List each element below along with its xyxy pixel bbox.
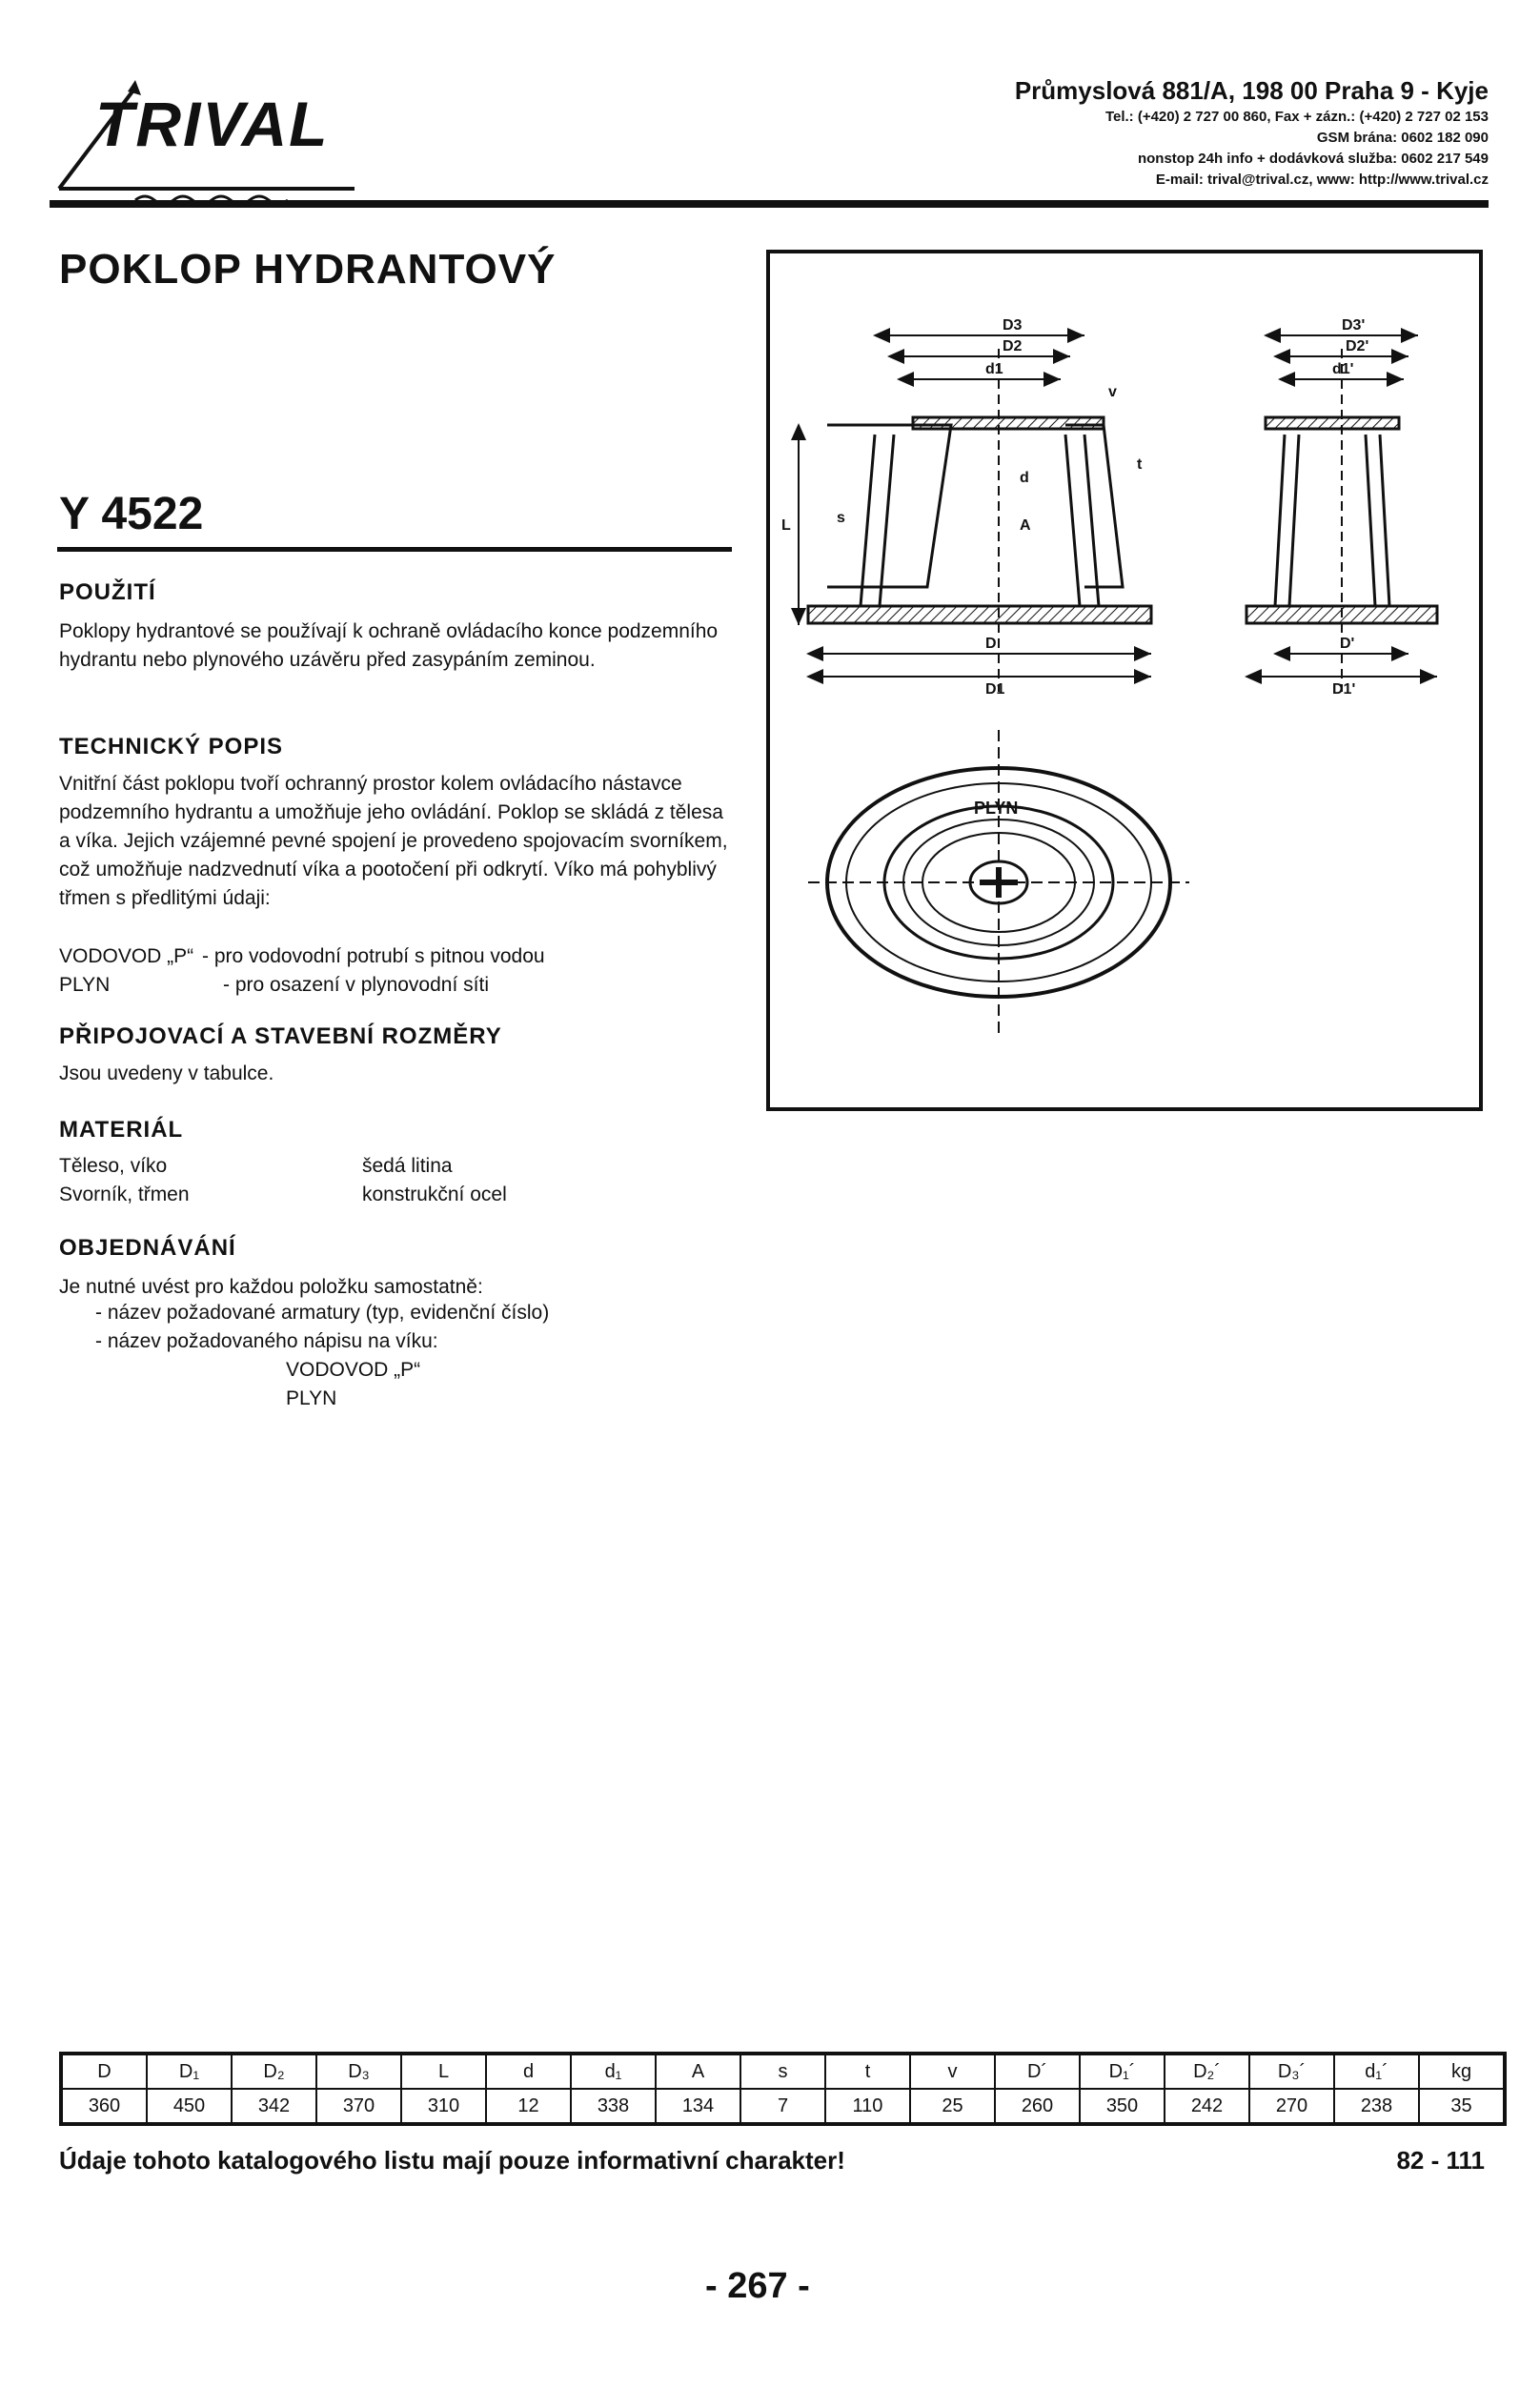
dim-label: d1' (1332, 361, 1354, 377)
dim-label: d (1020, 470, 1029, 486)
table-cell: 35 (1419, 2089, 1505, 2124)
material-value: šedá litina (362, 1155, 453, 1177)
page-number: - 267 - (705, 2266, 810, 2306)
table-header-cell: d (486, 2054, 571, 2089)
tech-item-label: VODOVOD „P“ (59, 945, 194, 967)
order-text: Je nutné uvést pro každou položku samostatně: (59, 1276, 483, 1298)
section-view-left (808, 417, 1151, 623)
table-cell: 310 (401, 2089, 486, 2124)
dim-label: v (1108, 384, 1117, 400)
dim-label: D' (1340, 636, 1355, 652)
table-header-cell: D₃ (316, 2054, 401, 2089)
table-cell: 12 (486, 2089, 571, 2124)
table-header-cell: D₁´ (1080, 2054, 1165, 2089)
catalog-page-reference: 82 - 111 (1396, 2146, 1485, 2175)
order-heading: OBJEDNÁVÁNÍ (59, 1235, 236, 1261)
table-header-cell: d₁´ (1334, 2054, 1419, 2089)
table-cell: 110 (825, 2089, 910, 2124)
material-part: Svorník, třmen (59, 1184, 190, 1205)
table-header-cell: kg (1419, 2054, 1505, 2089)
contact-gsm: GSM brána: 0602 182 090 (1316, 130, 1489, 146)
dims-heading: PŘIPOJOVACÍ A STAVEBNÍ ROZMĚRY (59, 1023, 502, 1049)
dim-label: t (1137, 456, 1143, 473)
table-header-cell: L (401, 2054, 486, 2089)
table-cell: 238 (1334, 2089, 1419, 2124)
table-cell: 450 (147, 2089, 232, 2124)
table-header-row (61, 2054, 1505, 2089)
table-cell: 260 (995, 2089, 1080, 2124)
dimensions-table (59, 2052, 1507, 2126)
tech-text: Vnitřní část poklopu tvoří ochranný prostor kolem ovládacího nástavce podzemního hydrantu a umožňuje jeho ovládání. Poklop se skládá z tělesa a víka. Jejich vzájemné pevné spojení je provedeno spojovacím svorníkem, což umožňuje nadzvednutí víka a pootočení při odkrytí. Víko má pohyblivý třmen s předlitými údaji: (59, 773, 728, 909)
table-header-cell: D₂´ (1165, 2054, 1249, 2089)
table-header-cell: v (910, 2054, 995, 2089)
table-header-cell: D₁ (147, 2054, 232, 2089)
tech-item-label: PLYN (59, 974, 111, 996)
table-cell: 342 (232, 2089, 316, 2124)
dim-label: A (1020, 517, 1031, 534)
table-cell: 370 (316, 2089, 401, 2124)
dim-label: D3' (1342, 317, 1366, 334)
dim-label: D2 (1003, 338, 1023, 354)
company-address: Průmyslová 881/A, 198 00 Praha 9 - Kyje (1014, 76, 1489, 105)
table-header-cell: s (740, 2054, 825, 2089)
material-part: Těleso, víko (59, 1155, 168, 1177)
use-text: Poklopy hydrantové se používají k ochraně ovládacího konce podzemního hydrantu nebo plynového uzávěru před zasypáním zeminou. (59, 620, 719, 671)
table-header-cell: D₃´ (1249, 2054, 1334, 2089)
technical-drawing (770, 253, 1479, 1107)
table-header-cell: D₂ (232, 2054, 316, 2089)
table-cell: 7 (740, 2089, 825, 2124)
disclaimer-note: Údaje tohoto katalogového listu mají pouze informativní charakter! (59, 2146, 845, 2175)
table-header-cell: d₁ (571, 2054, 656, 2089)
company-logo: TRIVAL (95, 89, 330, 159)
section-view-left-dimensions (799, 335, 1151, 692)
contact-phone: Tel.: (+420) 2 727 00 860, Fax + zázn.: (+420) 2 727 02 153 (1104, 109, 1489, 125)
dims-text: Jsou uvedeny v tabulce. (59, 1062, 274, 1084)
dim-label: D1 (985, 681, 1005, 698)
material-value: konstrukční ocel (362, 1184, 507, 1205)
header-divider (50, 200, 1489, 208)
dim-label: D1' (1332, 681, 1356, 698)
page-title: POKLOP HYDRANTOVÝ (59, 246, 557, 293)
order-label: VODOVOD „P“ (286, 1359, 421, 1381)
product-code: Y 4522 (59, 489, 204, 539)
dim-label: D2' (1346, 338, 1369, 354)
dim-label: D (985, 636, 997, 652)
table-cell: 350 (1080, 2089, 1165, 2124)
table-cell: 25 (910, 2089, 995, 2124)
lid-text: PLYN (974, 799, 1019, 818)
table-row (61, 2089, 1505, 2124)
code-divider (57, 547, 732, 552)
order-label: PLYN (286, 1387, 337, 1409)
dim-label: D3 (1003, 317, 1023, 334)
dim-label: L (781, 517, 791, 534)
contact-nonstop: nonstop 24h info + dodávková služba: 0602 217 549 (1137, 151, 1489, 167)
contact-email-web: E-mail: trival@trival.cz, www: http://www.trival.cz (1155, 172, 1489, 188)
table-header-cell: D (61, 2054, 147, 2089)
tech-heading: TECHNICKÝ POPIS (59, 734, 284, 759)
table-header-cell: A (656, 2054, 740, 2089)
plan-view (808, 730, 1189, 1035)
table-cell: 338 (571, 2089, 656, 2124)
order-item: - název požadovaného nápisu na víku: (95, 1330, 438, 1352)
table-header-cell: D´ (995, 2054, 1080, 2089)
use-heading: POUŽITÍ (59, 579, 156, 605)
tech-item-value: - pro vodovodní potrubí s pitnou vodou (202, 945, 545, 967)
table-cell: 270 (1249, 2089, 1334, 2124)
material-heading: MATERIÁL (59, 1117, 184, 1143)
tech-item-value: - pro osazení v plynovodní síti (223, 974, 489, 996)
dim-label: s (837, 510, 845, 526)
table-cell: 134 (656, 2089, 740, 2124)
table-cell: 242 (1165, 2089, 1249, 2124)
dim-label: d1 (985, 361, 1003, 377)
order-item: - název požadované armatury (typ, evidenční číslo) (95, 1302, 550, 1324)
table-header-cell: t (825, 2054, 910, 2089)
table-cell: 360 (61, 2089, 147, 2124)
